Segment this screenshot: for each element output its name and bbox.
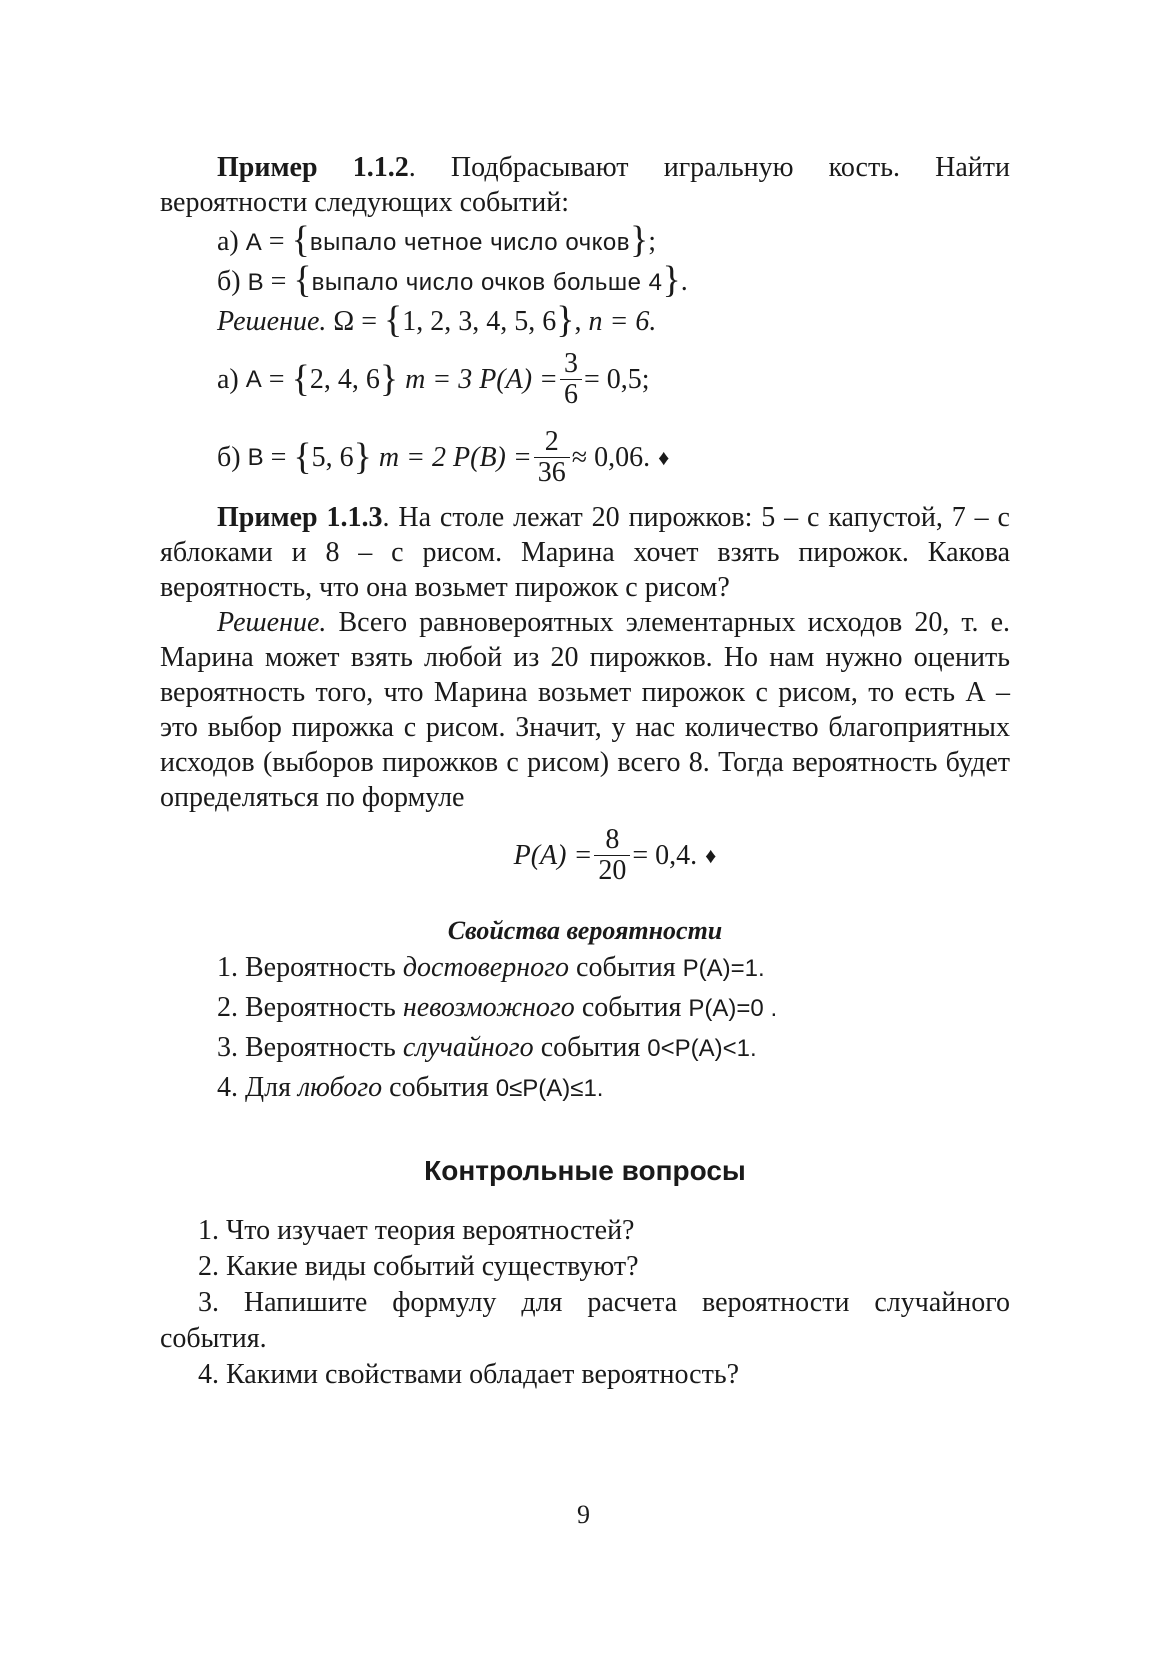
example-2-label: Пример 1.1.2: [217, 152, 409, 183]
document-page: [160, 150, 1010, 1393]
solution-b-set: 5, 6: [311, 441, 354, 473]
solution-a-prefix: а): [217, 363, 239, 395]
question-item: 2. Какие виды событий существуют?: [198, 1251, 639, 1282]
event-b-line: б) B = {выпало число очков больше 4}.: [217, 259, 688, 301]
example-3-solution: [160, 605, 1010, 815]
solution-a-result: = 0,5;: [583, 363, 650, 395]
solution-a-set: 2, 4, 6: [309, 363, 380, 395]
event-b-var: B: [247, 269, 264, 296]
event-a-line: а) A = {выпало четное число очков};: [217, 219, 657, 261]
event-a-var: A: [245, 229, 262, 256]
property-item: 3. Вероятность случайного события 0<P(A)<1.: [217, 1032, 757, 1063]
solution-b-line: б) B = { 5, 6 } m = 2 P(B) = $\frac{2}{36}$ ≈ 0,06. ♦: [217, 425, 670, 488]
example-3-label: Пример 1.1.3: [217, 502, 383, 533]
fraction-b: $\frac{2}{36}$: [534, 427, 570, 488]
properties-title: Свойства вероятности: [447, 916, 723, 945]
fraction-a: $\frac{3}{6}$: [560, 349, 582, 410]
formula-p: P(A) =: [513, 839, 593, 871]
event-b-prefix: б): [217, 266, 241, 297]
solution-omega-line: Решение. Ω = {1, 2, 3, 4, 5, 6}, n = 6.: [217, 299, 657, 341]
n-expression: n = 6.: [588, 306, 657, 337]
omega-symbol: Ω: [333, 306, 355, 337]
question-item: 1. Что изучает теория вероятностей?: [198, 1215, 635, 1246]
event-a-set: выпало четное число очков: [309, 229, 631, 256]
formula-result: = 0,4.: [632, 839, 698, 871]
example-3-text: . На столе лежат 20 пирожков: 5 – с капустой, 7 – с яблоками и 8 – с рисом. Марина хочет взять пирожок. Какова вероятность, что она возьмет пирожок с рисом?: [160, 502, 1010, 603]
example-3-paragraph: [160, 500, 1010, 605]
solution-text-3: Всего равновероятных элементарных исходов 20, т. е. Марина может взять любой из 20 пирожков. Но нам нужно оценить вероятность того, что Марина возьмет пирожок с рисом, то есть А – это выбор пирожка с рисом. Значит, у нас количество благоприятных исходов (выборов пирожков с рисом) всего 8. Тогда вероятность будет определяться по формуле: [160, 607, 1010, 813]
property-item: 2. Вероятность невозможного события P(A)=0 .: [217, 992, 778, 1023]
questions-title: Контрольные вопросы: [424, 1155, 746, 1186]
fraction-formula: $\frac{8}{20}$: [594, 825, 630, 886]
event-a-prefix: а): [217, 226, 239, 257]
example-2-paragraph: [160, 150, 1010, 220]
solution-a-line: а) A = { 2, 4, 6 } m = 3 P(A) = $\frac{3}{6}$ = 0,5;: [217, 347, 650, 410]
end-of-example-icon: ♦: [658, 444, 670, 470]
end-of-example-icon: ♦: [705, 842, 717, 868]
formula-line: [160, 815, 1010, 895]
omega-set: 1, 2, 3, 4, 5, 6: [402, 306, 557, 337]
property-item: 1. Вероятность достоверного события P(A)=1.: [217, 952, 765, 983]
solution-a-p: P(A) =: [479, 363, 558, 395]
question-item: 4. Какими свойствами обладает вероятность?: [198, 1359, 740, 1390]
example-2-text: . Подбрасывают игральную кость. Найти вероятности следующих событий:: [160, 152, 1011, 218]
solution-b-result: ≈ 0,06.: [571, 441, 651, 473]
page-number: 9: [577, 1500, 590, 1529]
solution-b-prefix: б): [217, 441, 241, 473]
solution-label: Решение.: [217, 306, 327, 337]
event-b-set: выпало число очков больше 4: [311, 269, 663, 296]
solution-a-m: m = 3: [405, 363, 473, 395]
solution-b-p: P(B) =: [453, 441, 532, 473]
question-item: 3. Напишите формулу для расчета вероятности случайного события.: [160, 1287, 1010, 1354]
solution-b-m: m = 2: [378, 441, 447, 473]
property-item: 4. Для любого события 0≤P(A)≤1.: [217, 1072, 604, 1103]
solution-label-3: Решение.: [217, 607, 327, 638]
